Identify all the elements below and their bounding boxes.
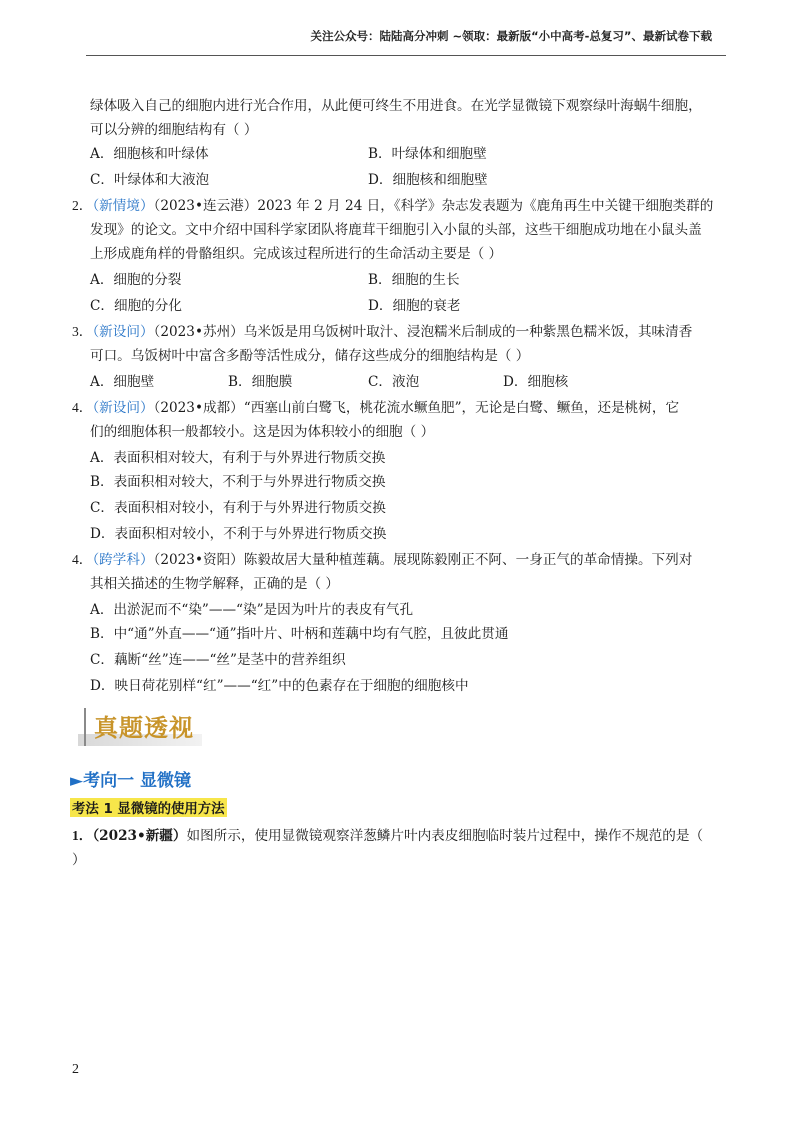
triangle-right-icon: ► — [70, 771, 84, 791]
q4-line1 — [72, 398, 679, 418]
q2-option-c: C．细胞的分化 — [90, 298, 182, 314]
q3-line1 — [72, 322, 692, 342]
header-rule — [86, 55, 726, 56]
q4-tag: （新设问） — [92, 400, 154, 416]
banner-accent — [84, 708, 86, 746]
q1-line1: 绿体吸入自己的细胞内进行光合作用，从此便可终生不用进食。在光学显微镜下观察绿叶海蜗牛细胞， — [90, 98, 702, 114]
q5-option-c: C．藕断“丝”连——“丝”是茎中的营养组织 — [90, 652, 346, 668]
q2-line2: 发现》的论文。文中介绍中国科学家团队将鹿茸干细胞引入小鼠的头部，这些干细胞成功地在小鼠头盖 — [90, 222, 702, 238]
q5-text1: （2023•资阳）陈毅故居大量种植莲藕。展现陈毅刚正不阿、一身正气的革命情操。下列对 — [153, 552, 693, 568]
q1-option-d: D．细胞核和细胞壁 — [368, 172, 488, 188]
q2-option-d: D．细胞的衰老 — [368, 298, 461, 314]
q3-option-c: C．液泡 — [368, 374, 420, 390]
q5-line2: 其相关描述的生物学解释，正确的是（ ） — [90, 576, 340, 592]
q5-number: 4． — [72, 552, 93, 567]
q2-line1 — [72, 196, 713, 216]
page-header: 关注公众号：陆陆高分冲刺 ~领取：最新版“小中高考-总复习”、最新试卷下载 — [310, 29, 712, 43]
q4-text1: （2023•成都）“西塞山前白鹭飞，桃花流水鳜鱼肥”，无论是白鹭、鳜鱼，还是桃树，它 — [153, 400, 680, 416]
q3-text1: （2023•苏州）乌米饭是用乌饭树叶取汁、浸泡糯米后制成的一种紫黑色糯米饭，其味清香 — [153, 324, 693, 340]
q2-line3: 上形成鹿角样的骨骼组织。完成该过程所进行的生命活动主要是（ ） — [90, 246, 503, 262]
page-number: 2 — [72, 1062, 79, 1077]
q3-option-b: B．细胞膜 — [228, 374, 293, 390]
exam-direction-label: 考向一 显微镜 — [83, 771, 191, 791]
q6-text1: 如图所示，使用显微镜观察洋葱鳞片叶内表皮细胞临时装片过程中，操作不规范的是（ — [186, 828, 704, 844]
q3-option-a: A．细胞壁 — [90, 374, 155, 390]
q3-tag: （新设问） — [92, 324, 154, 340]
q4-option-c: C．表面积相对较小，有利于与外界进行物质交换 — [90, 500, 386, 516]
q2-option-b: B．细胞的生长 — [368, 272, 460, 288]
q4-number: 4． — [72, 400, 93, 415]
q1-option-b: B．叶绿体和细胞壁 — [368, 146, 487, 162]
q1-line2: 可以分辨的细胞结构有（ ） — [90, 122, 258, 138]
q6-line2: ） — [72, 852, 86, 868]
q4-line2: 们的细胞体积一般都较小。这是因为体积较小的细胞（ ） — [90, 424, 435, 440]
q2-text1: （2023•连云港）2023 年 2 月 24 日，《科学》杂志发表题为《鹿角再生中关键干细胞类群的 — [153, 198, 714, 214]
q2-option-a: A．细胞的分裂 — [90, 272, 182, 288]
q5-option-d: D．映日荷花别样“红”——“红”中的色素存在于细胞的细胞核中 — [90, 678, 469, 694]
q4-option-d: D．表面积相对较小，不利于与外界进行物质交换 — [90, 526, 387, 542]
q6-line1 — [72, 826, 703, 846]
q4-option-b: B．表面积相对较大，不利于与外界进行物质交换 — [90, 474, 386, 490]
q6-source: （2023•新疆） — [92, 828, 187, 844]
q1-option-c: C．叶绿体和大液泡 — [90, 172, 210, 188]
q2-number: 2． — [72, 198, 93, 213]
section-banner — [78, 704, 202, 746]
q3-number: 3． — [72, 324, 93, 339]
exam-direction-heading — [70, 766, 191, 791]
exam-method-heading: 考法 1 显微镜的使用方法 — [70, 798, 227, 817]
q6-number: 1． — [72, 828, 93, 843]
section-title: 真题透视 — [94, 714, 194, 742]
q5-tag: （跨学科） — [92, 552, 154, 568]
q5-line1 — [72, 550, 692, 570]
q5-option-a: A．出淤泥而不“染”——“染”是因为叶片的表皮有气孔 — [90, 602, 414, 618]
q4-option-a: A．表面积相对较大，有利于与外界进行物质交换 — [90, 450, 386, 466]
q2-tag: （新情境） — [92, 198, 154, 214]
q1-option-a: A．细胞核和叶绿体 — [90, 146, 209, 162]
q3-line2: 可口。乌饭树叶中富含多酚等活性成分，储存这些成分的细胞结构是（ ） — [90, 348, 530, 364]
q3-option-d: D．细胞核 — [503, 374, 569, 390]
q5-option-b: B．中“通”外直——“通”指叶片、叶柄和莲藕中均有气腔，且彼此贯通 — [90, 626, 509, 642]
